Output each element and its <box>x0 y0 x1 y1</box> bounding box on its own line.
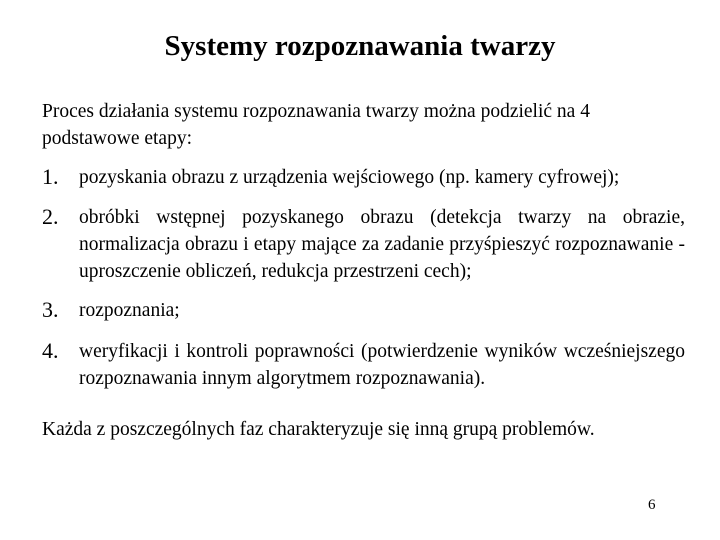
step-number: 1. <box>42 164 59 189</box>
step-text: obróbki wstępnej pozyskanego obrazu (detekcja twarzy na obrazie, normalizacja obrazu i etapy mające za zadanie przyśpieszyć rozpoznawanie - uproszczenie obliczeń, redukcja przestrzeni cech); <box>79 207 685 282</box>
slide-title: Systemy rozpoznawania twarzy <box>164 30 556 62</box>
page-number: 6 <box>648 497 656 513</box>
intro-paragraph <box>42 98 682 152</box>
step-text: pozyskania obrazu z urządzenia wejściowego (np. kamery cyfrowej); <box>79 167 620 188</box>
step-number: 2. <box>42 204 59 229</box>
step-text: rozpoznania; <box>79 300 180 321</box>
step-number: 4. <box>42 338 59 363</box>
step-number: 3. <box>42 297 59 322</box>
step-text: weryfikacji i kontroli poprawności (potwierdzenie wyników wcześniejszego rozpoznawania innym algorytmem rozpoznawania). <box>79 341 685 389</box>
summary-paragraph: Każda z poszczególnych faz charakteryzuje się inną grupą problemów. <box>42 419 595 440</box>
intro-line-1: Proces działania systemu rozpoznawania twarzy można podzielić na 4 <box>42 101 590 122</box>
intro-line-2: podstawowe etapy: <box>42 128 193 149</box>
